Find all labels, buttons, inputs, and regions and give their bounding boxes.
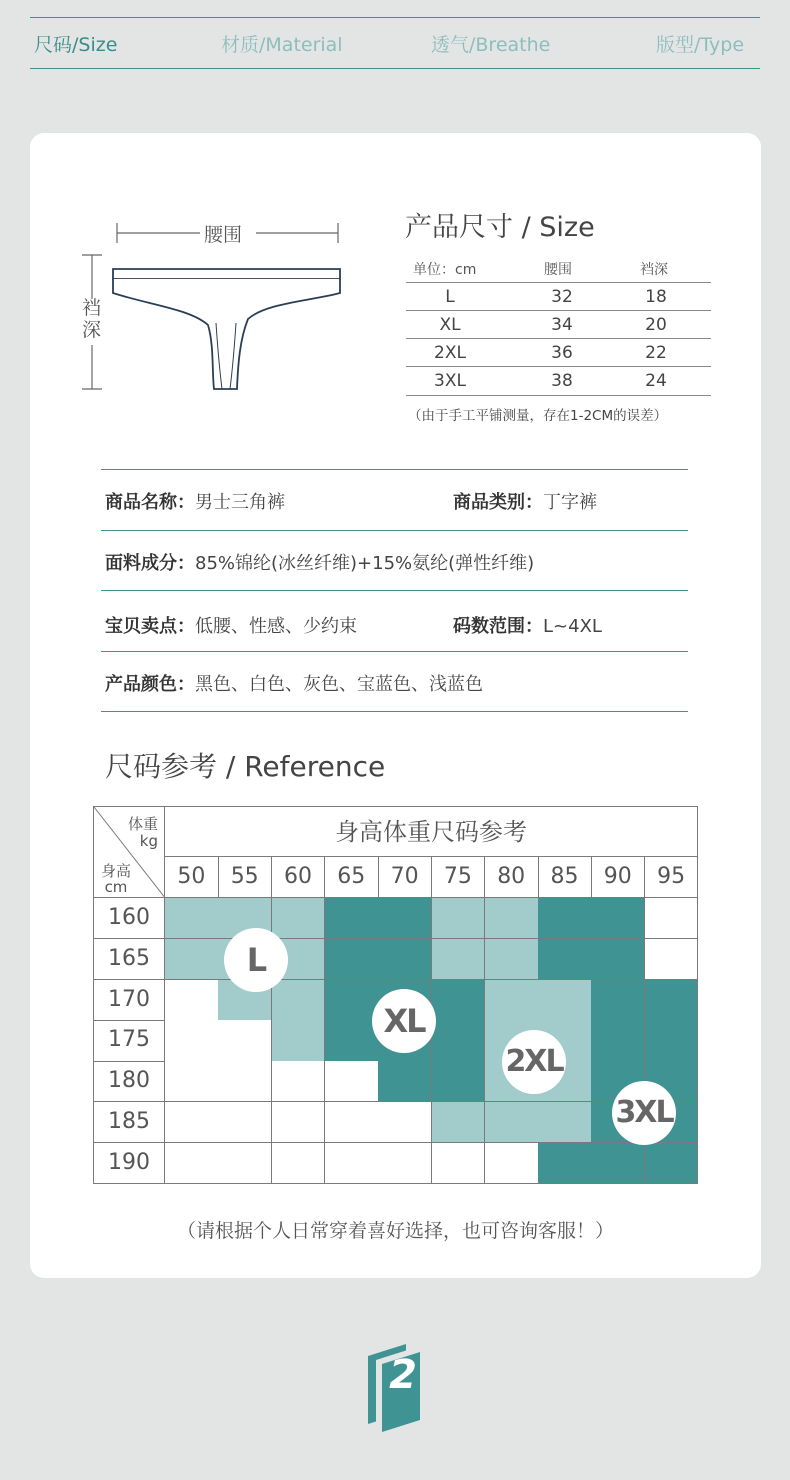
info-color-label: 产品颜色： [105, 674, 195, 695]
tab-size[interactable]: 尺码/Size [34, 34, 118, 56]
size-header-waist: 腰围 [544, 262, 572, 278]
size-cell: 18 [645, 287, 667, 307]
size-cell: 3XL [434, 371, 466, 391]
height-header: 180 [93, 1061, 165, 1102]
grid-cell [645, 1020, 699, 1061]
height-header: 160 [93, 898, 165, 939]
info-range-value: L~4XL [543, 616, 602, 637]
grid-cell [645, 898, 699, 939]
weight-header: 90 [591, 857, 645, 898]
size-title: 产品尺寸 / Size [405, 212, 595, 243]
size-badge: 2XL [502, 1030, 566, 1094]
grid-cell [538, 980, 592, 1021]
info-feature-label: 宝贝卖点： [105, 616, 195, 637]
size-note: （由于手工平铺测量，存在1-2CM的误差） [408, 408, 668, 424]
grid-cell [591, 1020, 645, 1061]
size-cell: 20 [645, 315, 667, 335]
size-reference-grid [93, 806, 698, 1184]
height-header: 175 [93, 1020, 165, 1061]
grid-cell [325, 939, 379, 980]
grid-cell [591, 980, 645, 1021]
grid-cell [165, 1102, 219, 1143]
grid-cell [538, 898, 592, 939]
grid-cell [485, 898, 539, 939]
grid-cell [218, 1143, 272, 1184]
reference-title: 尺码参考 / Reference [105, 750, 386, 783]
size-cell: 22 [645, 343, 667, 363]
weight-header: 95 [645, 857, 699, 898]
grid-cell [378, 1143, 432, 1184]
size-row [406, 310, 711, 339]
grid-cell [218, 1061, 272, 1102]
size-badge: XL [372, 989, 436, 1053]
size-cell: 36 [551, 343, 573, 363]
grid-cell [165, 1143, 219, 1184]
weight-unit: kg [139, 832, 158, 850]
grid-cell [432, 1061, 486, 1102]
grid-cell [591, 1143, 645, 1184]
weight-header: 75 [432, 857, 486, 898]
weight-header: 60 [272, 857, 326, 898]
tab-material[interactable]: 材质/Material [221, 34, 343, 56]
size-cell: 38 [551, 371, 573, 391]
info-name-value: 男士三角裤 [195, 492, 285, 513]
grid-cell [591, 898, 645, 939]
top-nav [30, 17, 760, 69]
size-badge: 3XL [612, 1081, 676, 1145]
height-header: 185 [93, 1102, 165, 1143]
grid-cell [378, 1102, 432, 1143]
info-category [453, 488, 597, 514]
size-cell: 2XL [434, 343, 466, 363]
grid-corner [93, 806, 165, 898]
grid-cell [485, 1143, 539, 1184]
size-cell: L [445, 287, 455, 307]
weight-header: 85 [538, 857, 592, 898]
height-header: 190 [93, 1143, 165, 1184]
grid-cell [165, 1020, 219, 1061]
weight-label: 体重 [127, 815, 158, 833]
grid-cell [325, 1020, 379, 1061]
grid-cell [485, 1102, 539, 1143]
tab-breathe[interactable]: 透气/Breathe [431, 34, 551, 56]
grid-cell [325, 980, 379, 1021]
divider [101, 530, 688, 531]
waist-label: 腰围 [204, 224, 243, 246]
grid-cell [378, 1061, 432, 1102]
size-cell: XL [439, 315, 461, 335]
crotch-label: 裆深 [82, 297, 102, 341]
size-header-crotch: 裆深 [640, 262, 668, 278]
grid-cell [218, 1020, 272, 1061]
grid-cell [325, 1143, 379, 1184]
grid-cell [645, 939, 699, 980]
grid-cell [272, 1020, 326, 1061]
grid-cell [645, 1143, 699, 1184]
grid-cell [272, 898, 326, 939]
grid-cell [591, 939, 645, 980]
grid-cell [325, 1061, 379, 1102]
info-color [105, 670, 483, 696]
grid-cell [325, 1102, 379, 1143]
grid-cell [432, 939, 486, 980]
page-number: 2 [389, 1352, 417, 1398]
height-label: 身高 [100, 862, 131, 880]
weight-header: 50 [165, 857, 219, 898]
divider [101, 711, 688, 712]
weight-header: 55 [218, 857, 272, 898]
grid-cell [165, 1061, 219, 1102]
info-fabric-value: 85%锦纶(冰丝纤维)+15%氨纶(弹性纤维) [195, 553, 535, 574]
size-header-unit: 单位：cm [413, 262, 477, 278]
info-color-value: 黑色、白色、灰色、宝蓝色、浅蓝色 [195, 674, 483, 695]
weight-header: 65 [325, 857, 379, 898]
info-name-label: 商品名称： [105, 492, 195, 513]
grid-cell [432, 1143, 486, 1184]
grid-cell [432, 1020, 486, 1061]
info-category-value: 丁字裤 [543, 492, 597, 513]
grid-cell [272, 1061, 326, 1102]
grid-cell [165, 939, 219, 980]
info-name [105, 488, 285, 514]
divider [101, 590, 688, 591]
grid-title: 身高体重尺码参考 [165, 806, 698, 857]
grid-cell [538, 1102, 592, 1143]
height-header: 170 [93, 980, 165, 1021]
grid-cell [538, 939, 592, 980]
grid-cell [378, 939, 432, 980]
info-fabric [105, 549, 534, 575]
grid-cell [165, 980, 219, 1021]
divider [101, 651, 688, 652]
tab-type[interactable]: 版型/Type [656, 34, 745, 56]
grid-cell [645, 980, 699, 1021]
grid-cell [272, 1143, 326, 1184]
size-cell: 32 [551, 287, 573, 307]
size-badge: L [224, 928, 288, 992]
grid-cell [218, 1102, 272, 1143]
grid-cell [272, 980, 326, 1021]
grid-cell [165, 898, 219, 939]
info-feature [105, 612, 357, 638]
info-range [453, 612, 602, 638]
divider [101, 469, 688, 470]
reference-note: （请根据个人日常穿着喜好选择，也可咨询客服！） [176, 1220, 614, 1242]
size-row [406, 282, 711, 311]
grid-cell [325, 898, 379, 939]
grid-cell [538, 1143, 592, 1184]
weight-header: 70 [378, 857, 432, 898]
grid-cell [485, 939, 539, 980]
grid-cell [432, 898, 486, 939]
grid-cell [485, 980, 539, 1021]
content-card [30, 133, 761, 1278]
info-feature-value: 低腰、性感、少约束 [195, 616, 357, 637]
size-cell: 24 [645, 371, 667, 391]
grid-cell [432, 980, 486, 1021]
info-category-label: 商品类别： [453, 492, 543, 513]
size-row [406, 338, 711, 367]
grid-cell [272, 1102, 326, 1143]
size-cell: 34 [551, 315, 573, 335]
info-range-label: 码数范围： [453, 616, 543, 637]
height-header: 165 [93, 939, 165, 980]
size-row [406, 366, 711, 396]
grid-cell [432, 1102, 486, 1143]
info-fabric-label: 面料成分： [105, 553, 195, 574]
grid-cell [378, 898, 432, 939]
height-unit: cm [104, 878, 128, 896]
weight-header: 80 [485, 857, 539, 898]
